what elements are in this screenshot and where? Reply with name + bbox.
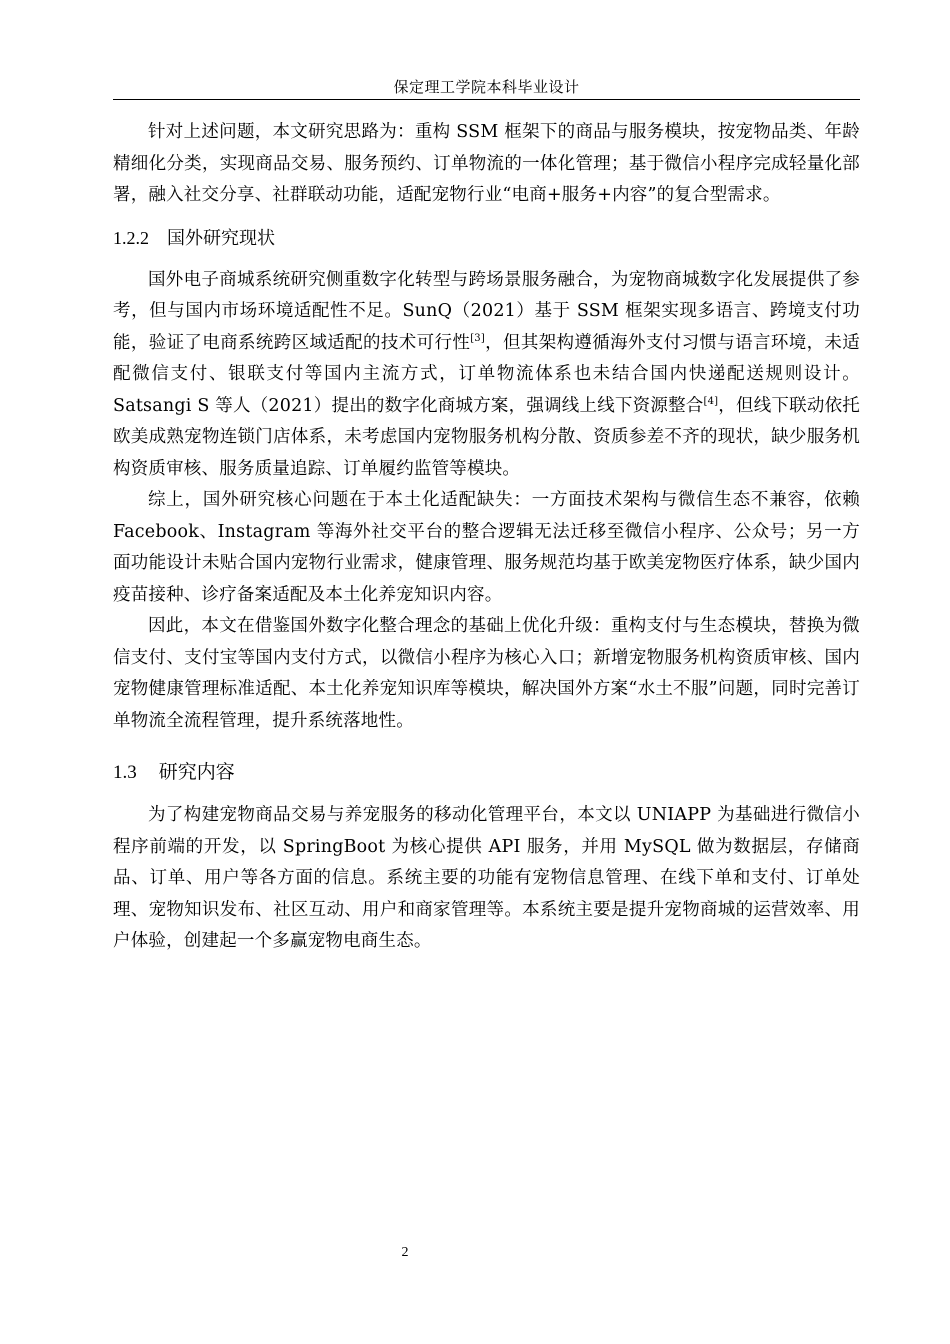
section-title: 国外研究现状: [167, 227, 275, 249]
section-heading-1-3: [113, 755, 860, 790]
paragraph-summary: 综上，国外研究核心问题在于本土化适配缺失：一方面技术架构与微信生态不兼容，依赖 Facebook、Instagram 等海外社交平台的整合逻辑无法迁移至微信小程序、公众号；另一方面功能设计未贴合国内宠物行业需求，健康管理、服务规范均基于欧美宠物医疗体系，缺少国内疫苗接种、诊疗备案适配及本土化养宠知识内容。: [113, 490, 860, 605]
text-segment: 国外电子商城系统研究侧重数字化转型与跨场景服务融合，为宠物商城数字化发展提供了参考，但与国内市场环境适配性不足。SunQ（2021）基于 SSM 框架实现多语言、跨境支付功能，验证了电商系统跨区域适配的技术可行性: [113, 269, 860, 353]
section-title: 研究内容: [158, 761, 235, 783]
paragraph-research-approach: 针对上述问题，本文研究思路为：重构 SSM 框架下的商品与服务模块，按宠物品类、年龄精细化分类，实现商品交易、服务预约、订单物流的一体化管理；基于微信小程序完成轻量化部署，融入社交分享、社群联动功能，适配宠物行业“电商+服务+内容”的复合型需求。: [113, 122, 860, 205]
running-header: 保定理工学院本科毕业设计: [393, 78, 580, 96]
paragraph-research-content: 为了构建宠物商品交易与养宠服务的移动化管理平台，本文以 UNIAPP 为基础进行微信小程序前端的开发，以 SpringBoot 为核心提供 API 服务，并用 MySQL 做为数据层，存储商品、订单、用户等各方面的信息。系统主要的功能有宠物信息管理、在线下单和支付、订单处理、宠物知识发布、社区互动、用户和商家管理等。本系统主要是提升宠物商城的运营效率、用户体验，创建起一个多赢宠物电商生态。: [113, 805, 860, 951]
paragraph-foreign-research: [113, 265, 860, 486]
text-segment: ，但其架构遵循海外支付习惯与语言环境，未适配微信支付、银联支付等国内主流方式，订单物流体系也未结合国内快递配送规则设计。Satsangi S 等人（2021）提出的数字化商城方案，强调线上线下资源整合: [113, 332, 860, 416]
citation-4: [4]: [703, 395, 719, 407]
page-number: 2: [401, 1245, 409, 1260]
page-content: [113, 117, 860, 958]
header-rule: [113, 99, 860, 100]
section-number: 1.3: [113, 762, 137, 783]
section-heading-1-2-2: [113, 222, 860, 255]
citation-3: [3]: [470, 332, 485, 344]
section-number: 1.2.2: [113, 227, 149, 248]
paragraph-optimization: 因此，本文在借鉴国外数字化整合理念的基础上优化升级：重构支付与生态模块，替换为微信支付、支付宝等国内支付方式，以微信小程序为核心入口；新增宠物服务机构资质审核、国内宠物健康管理标准适配、本土化养宠知识库等模块，解决国外方案“水土不服”问题，同时完善订单物流全流程管理，提升系统落地性。: [113, 616, 860, 731]
text-segment: ，但线下联动依托欧美成熟宠物连锁门店体系，未考虑国内宠物服务机构分散、资质参差不齐的现状，缺少服务机构资质审核、服务质量追踪、订单履约监管等模块。: [113, 395, 860, 479]
